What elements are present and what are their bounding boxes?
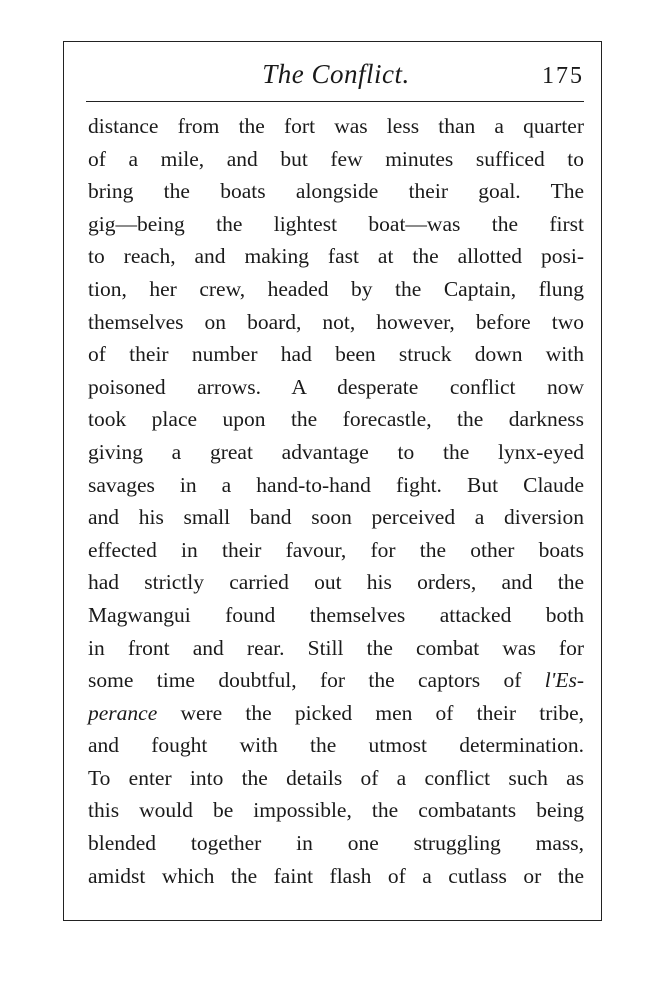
text-segment: some time doubtful, for the captors of	[88, 668, 522, 693]
text-line: poisoned arrows. A desperate conflict now	[88, 374, 584, 399]
running-head	[88, 56, 584, 96]
italic-segment: perance	[88, 700, 158, 725]
running-title: The Conflict.	[262, 59, 410, 89]
italic-segment: l'Es-	[544, 668, 584, 693]
text-line: effected in their favour, for the other boats	[88, 537, 584, 562]
text-line: giving a great advantage to the lynx-eyed	[88, 439, 584, 464]
text-segment: were the picked men of their tribe,	[180, 700, 584, 725]
body-text	[88, 110, 584, 892]
text-line: gig—being the lightest boat—was the first	[88, 211, 584, 236]
text-line: blended together in one struggling mass,	[88, 831, 584, 856]
text-line: took place upon the forecastle, the darkness	[88, 407, 584, 432]
text-line: savages in a hand-to-hand fight. But Claude	[88, 472, 584, 497]
text-line: Magwangui found themselves attacked both	[88, 602, 584, 627]
text-line: distance from the fort was less than a quarter	[88, 114, 584, 138]
text-line-with-italic	[88, 664, 584, 697]
text-line: and fought with the utmost determination.	[88, 733, 584, 758]
page-number: 175	[542, 63, 584, 89]
text-line: themselves on board, not, however, before two	[88, 309, 584, 334]
text-line: had strictly carried out his orders, and the	[88, 570, 584, 595]
text-line-with-italic	[88, 697, 584, 730]
text-line: and his small band soon perceived a diversion	[88, 505, 584, 530]
text-line: amidst which the faint flash of a cutlass or the	[88, 863, 584, 888]
header-rule	[86, 101, 584, 102]
text-line: To enter into the details of a conflict such as	[88, 765, 584, 790]
text-line: of a mile, and but few minutes sufficed to	[88, 146, 584, 171]
text-line: this would be impossible, the combatants being	[88, 798, 584, 823]
text-line: of their number had been struck down with	[88, 342, 584, 367]
text-line: to reach, and making fast at the allotted posi-	[88, 244, 584, 269]
text-line: tion, her crew, headed by the Captain, flung	[88, 276, 584, 301]
text-line: in front and rear. Still the combat was for	[88, 635, 584, 660]
text-line: bring the boats alongside their goal. The	[88, 179, 584, 204]
